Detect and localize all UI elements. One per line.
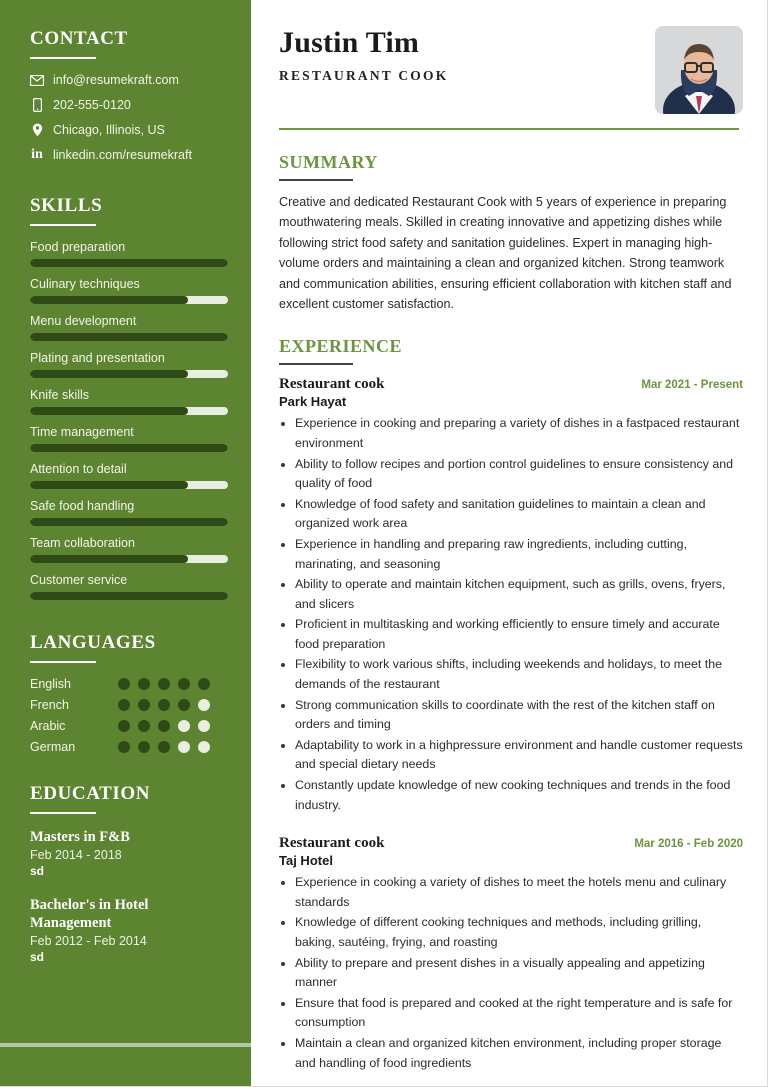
- skill-progress-fill: [30, 370, 188, 378]
- job-bullet: Knowledge of different cooking techniques and methods, including grilling, baking, sautéing, frying, and roasting: [279, 913, 743, 952]
- language-level-dot: [118, 741, 130, 753]
- language-item: [30, 740, 229, 754]
- skill-label: Safe food handling: [30, 499, 135, 513]
- language-label: English: [30, 677, 71, 691]
- skills-section: [30, 195, 229, 600]
- contact-section: [30, 28, 229, 162]
- job-bullet: Ability to prepare and present dishes in a visually appealing and appetizing manner: [279, 954, 743, 993]
- language-label: German: [30, 740, 76, 754]
- skill-progress-fill: [30, 481, 188, 489]
- spacer: [279, 819, 743, 835]
- summary-text: Creative and dedicated Restaurant Cook with 5 years of experience in preparing mouthwatering meals. Skilled in creating innovative and appetizing dishes while following strict food safety and sanitation guidelines. Expert in managing high-volume orders and maintaining a clean and organized kitchen. Strong teamwork and communication abilities, ensuring efficient collaboration with kitchen staff and excellent customer satisfaction.: [279, 195, 732, 311]
- skill-item: [30, 536, 229, 563]
- language-item: [30, 719, 229, 733]
- skill-progress-fill: [30, 592, 228, 600]
- job-role-subtitle: RESTAURANT COOK: [279, 68, 449, 83]
- language-level-dot: [198, 741, 210, 753]
- skill-progress-fill: [30, 444, 228, 452]
- skill-progress-fill: [30, 407, 188, 415]
- education-item: [30, 896, 229, 964]
- job-bullet-list: [279, 873, 743, 1073]
- skill-item: [30, 314, 229, 341]
- contact-heading: CONTACT: [30, 28, 128, 49]
- language-level-dot: [138, 699, 150, 711]
- skill-progress-fill: [30, 555, 188, 563]
- language-label: Arabic: [30, 719, 66, 733]
- skills-list: [30, 240, 229, 600]
- contact-linkedin-value: linkedin.com/resumekraft: [53, 148, 192, 162]
- education-dates: Feb 2014 - 2018: [30, 848, 122, 863]
- page-break-line: [0, 1043, 251, 1047]
- skill-label: Plating and presentation: [30, 351, 165, 365]
- language-level-dots: [118, 678, 210, 690]
- contact-location-value: Chicago, Illinois, US: [53, 123, 165, 137]
- summary-heading-rule: [279, 179, 353, 181]
- job-dates: Mar 2021 - Present: [641, 379, 743, 392]
- language-level-dot: [118, 720, 130, 732]
- skill-item: [30, 425, 229, 452]
- skill-item: [30, 462, 229, 489]
- experience-item: [279, 835, 743, 1073]
- skill-item: [30, 499, 229, 526]
- skill-item: [30, 240, 229, 267]
- languages-section: [30, 632, 229, 754]
- languages-heading: LANGUAGES: [30, 632, 156, 653]
- experience-list: [279, 376, 743, 1073]
- job-bullet: Maintain a clean and organized kitchen environment, including proper storage and handling of food ingredients: [279, 1034, 743, 1073]
- avatar: [655, 26, 743, 114]
- language-level-dot: [138, 678, 150, 690]
- experience-section: [279, 336, 743, 1073]
- job-company: Park Hayat: [279, 394, 347, 410]
- job-bullet: Knowledge of food safety and sanitation guidelines to maintain a clean and organized work area: [279, 495, 743, 534]
- contact-heading-rule: [30, 57, 96, 59]
- education-heading-rule: [30, 812, 96, 814]
- job-bullet: Constantly update knowledge of new cooking techniques and trends in the food industry.: [279, 776, 743, 815]
- language-level-dot: [158, 720, 170, 732]
- language-label: French: [30, 698, 69, 712]
- location-pin-icon: [30, 123, 44, 137]
- job-title: Restaurant cook: [279, 376, 385, 393]
- language-level-dot: [138, 720, 150, 732]
- envelope-icon: [30, 75, 44, 86]
- job-bullet-list: [279, 414, 743, 815]
- spacer: [30, 173, 229, 195]
- language-level-dot: [178, 678, 190, 690]
- skill-item: [30, 388, 229, 415]
- skill-progress-track: [30, 555, 228, 563]
- job-bullet: Ensure that food is prepared and cooked at the right temperature and is safe for consumption: [279, 994, 743, 1033]
- contact-item-location[interactable]: [30, 123, 229, 137]
- skill-progress-track: [30, 407, 228, 415]
- language-level-dot: [138, 741, 150, 753]
- skill-progress-track: [30, 259, 228, 267]
- skills-heading-rule: [30, 224, 96, 226]
- skill-item: [30, 351, 229, 378]
- skill-progress-fill: [30, 333, 228, 341]
- main-content: [251, 0, 767, 1086]
- education-heading: EDUCATION: [30, 783, 151, 804]
- experience-item-header: [279, 835, 743, 852]
- language-item: [30, 698, 229, 712]
- skill-item: [30, 277, 229, 304]
- language-level-dot: [118, 699, 130, 711]
- skill-label: Team collaboration: [30, 536, 135, 550]
- skill-progress-track: [30, 592, 228, 600]
- spacer: [279, 130, 743, 152]
- sidebar: [0, 0, 251, 1086]
- experience-heading: EXPERIENCE: [279, 336, 403, 357]
- skill-progress-track: [30, 444, 228, 452]
- languages-list: [30, 677, 229, 754]
- language-level-dot: [178, 699, 190, 711]
- education-dates: Feb 2012 - Feb 2014: [30, 934, 147, 949]
- skill-label: Menu development: [30, 314, 137, 328]
- skill-label: Knife skills: [30, 388, 90, 402]
- skill-progress-track: [30, 481, 228, 489]
- skill-progress-fill: [30, 518, 228, 526]
- contact-list: [30, 73, 229, 162]
- skill-progress-fill: [30, 259, 228, 267]
- language-level-dots: [118, 741, 210, 753]
- job-bullet: Experience in handling and preparing raw ingredients, including cutting, marinating, and seasoning: [279, 535, 743, 574]
- header: [279, 26, 743, 114]
- language-level-dot: [158, 678, 170, 690]
- job-bullet: Strong communication skills to coordinate with the rest of the kitchen staff on orders and timing: [279, 696, 743, 735]
- language-level-dots: [118, 699, 210, 711]
- language-level-dot: [198, 720, 210, 732]
- mobile-phone-icon: [30, 98, 44, 112]
- linkedin-icon: in: [31, 147, 43, 162]
- language-level-dots: [118, 720, 210, 732]
- skill-label: Food preparation: [30, 240, 126, 254]
- skill-item: [30, 573, 229, 600]
- skill-progress-track: [30, 370, 228, 378]
- language-level-dot: [198, 678, 210, 690]
- languages-heading-rule: [30, 661, 96, 663]
- job-bullet: Experience in cooking and preparing a variety of dishes in a fastpaced restaurant environment: [279, 414, 743, 453]
- experience-heading-rule: [279, 363, 353, 365]
- job-bullet: Proficient in multitasking and working efficiently to ensure timely and accurate food preparation: [279, 615, 743, 654]
- skill-label: Customer service: [30, 573, 128, 587]
- language-level-dot: [178, 720, 190, 732]
- page-title: Justin Tim: [279, 26, 420, 59]
- summary-section: [279, 152, 743, 314]
- contact-item-email[interactable]: [30, 73, 229, 87]
- education-degree: Masters in F&B: [30, 829, 130, 845]
- skill-progress-track: [30, 296, 228, 304]
- language-item: [30, 677, 229, 691]
- job-bullet: Flexibility to work various shifts, including weekends and holidays, to meet the demands of the restaurant: [279, 655, 743, 694]
- contact-phone-value: 202-555-0120: [53, 98, 131, 112]
- job-bullet: Ability to follow recipes and portion control guidelines to ensure consistency and quality of food: [279, 455, 743, 494]
- spacer: [30, 610, 229, 632]
- education-note: sd: [30, 864, 45, 879]
- education-degree: Bachelor's in Hotel Management: [30, 897, 149, 932]
- job-bullet: Experience in cooking a variety of dishes to meet the hotels menu and culinary standards: [279, 873, 743, 912]
- experience-item-header: [279, 376, 743, 393]
- language-level-dot: [198, 699, 210, 711]
- spacer: [30, 761, 229, 783]
- job-dates: Mar 2016 - Feb 2020: [634, 838, 743, 851]
- skill-progress-track: [30, 333, 228, 341]
- job-bullet: Ability to operate and maintain kitchen equipment, such as grills, ovens, fryers, and slicers: [279, 575, 743, 614]
- language-level-dot: [118, 678, 130, 690]
- skill-label: Culinary techniques: [30, 277, 140, 291]
- job-company: Taj Hotel: [279, 853, 333, 869]
- job-bullet: Adaptability to work in a highpressure environment and handle customer requests and special dietary needs: [279, 736, 743, 775]
- language-level-dot: [158, 699, 170, 711]
- education-note: sd: [30, 950, 45, 965]
- skill-label: Attention to detail: [30, 462, 127, 476]
- skills-heading: SKILLS: [30, 195, 103, 216]
- skill-label: Time management: [30, 425, 134, 439]
- skill-progress-fill: [30, 296, 188, 304]
- language-level-dot: [158, 741, 170, 753]
- language-level-dot: [178, 741, 190, 753]
- education-item: [30, 828, 229, 878]
- summary-heading: SUMMARY: [279, 152, 378, 172]
- header-identity: [279, 26, 448, 84]
- spacer: [279, 314, 743, 336]
- experience-item: [279, 376, 743, 815]
- education-list: [30, 828, 229, 964]
- job-title: Restaurant cook: [279, 835, 385, 852]
- skill-progress-track: [30, 518, 228, 526]
- contact-item-linkedin[interactable]: [30, 148, 229, 162]
- education-section: [30, 783, 229, 964]
- contact-item-phone[interactable]: [30, 98, 229, 112]
- contact-email-value: info@resumekraft.com: [53, 73, 179, 87]
